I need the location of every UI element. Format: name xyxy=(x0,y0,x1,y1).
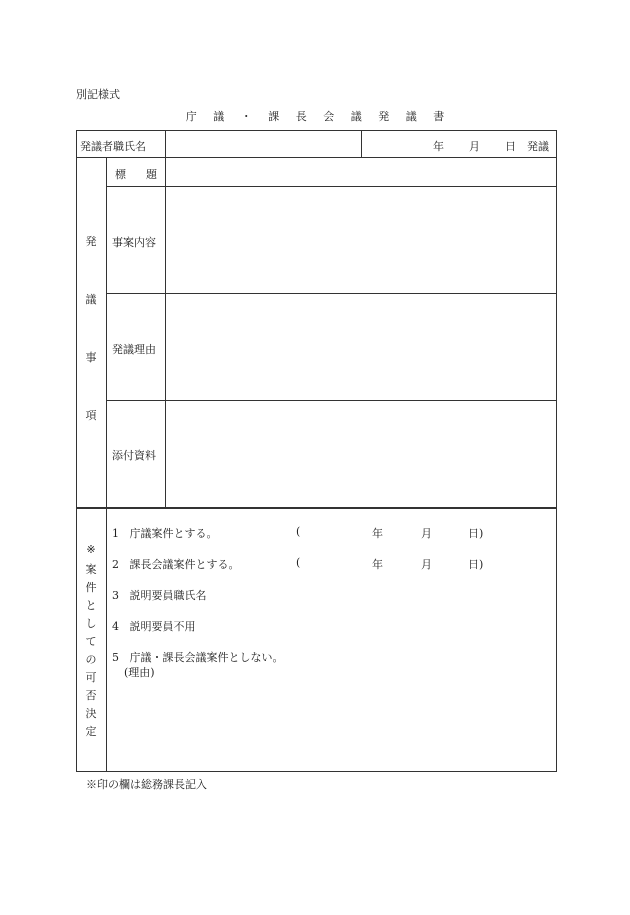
attachments-field[interactable] xyxy=(166,401,556,506)
option-text: 庁議・課長会議案件としない。 xyxy=(129,651,284,664)
option-number: 5 xyxy=(112,651,119,664)
side-char: 事 xyxy=(85,351,97,364)
option-1[interactable] xyxy=(112,525,218,541)
content-field[interactable] xyxy=(166,187,556,292)
col-divider xyxy=(106,507,107,772)
reason-label: 発議理由 xyxy=(112,343,156,356)
option-2-year: 年 xyxy=(372,558,383,571)
section-divider xyxy=(76,507,557,509)
title-char: 議 xyxy=(350,110,362,123)
side-char: し xyxy=(85,617,97,630)
option-1-paren: ( xyxy=(296,525,301,538)
side-char: と xyxy=(85,599,97,612)
option-number: 1 xyxy=(112,527,119,540)
title-char: 議 xyxy=(213,110,225,123)
col-divider xyxy=(361,130,362,157)
option-2-day: 日) xyxy=(468,558,484,571)
document-title xyxy=(0,108,630,124)
reason-note: (理由) xyxy=(124,666,155,679)
option-text: 説明要員不用 xyxy=(129,620,196,633)
side-char: ※ xyxy=(86,543,96,556)
content-label: 事案内容 xyxy=(112,236,156,249)
title-field[interactable] xyxy=(166,158,556,185)
side-char: 案 xyxy=(85,563,97,576)
option-4[interactable] xyxy=(112,618,196,634)
side-char: 可 xyxy=(85,671,97,684)
attachments-label: 添付資料 xyxy=(112,449,156,462)
col-divider xyxy=(106,157,107,507)
form-label: 別記様式 xyxy=(76,88,120,101)
option-5[interactable] xyxy=(112,649,284,665)
side-char: 決 xyxy=(85,707,97,720)
option-2-paren: ( xyxy=(296,556,301,569)
title-char: ・ xyxy=(240,110,252,123)
date-month-label: 月 xyxy=(469,140,480,153)
side-char: 発 xyxy=(85,235,97,248)
option-number: 3 xyxy=(112,589,119,602)
option-text: 説明要員職氏名 xyxy=(129,589,207,602)
footnote: ※印の欄は総務課長記入 xyxy=(86,778,207,791)
option-1-month: 月 xyxy=(421,527,432,540)
option-text: 庁議案件とする。 xyxy=(129,527,218,540)
proposer-label: 発議者職氏名 xyxy=(80,140,146,153)
side-char: 議 xyxy=(85,293,97,306)
date-year-label: 年 xyxy=(433,140,444,153)
matters-side-label xyxy=(82,233,100,423)
option-1-year: 年 xyxy=(372,527,383,540)
title-char: 長 xyxy=(295,110,307,123)
title-char: 庁 xyxy=(185,110,197,123)
side-char: 項 xyxy=(85,409,97,422)
option-3[interactable] xyxy=(112,587,207,603)
option-number: 2 xyxy=(112,558,119,571)
proposer-name-field[interactable] xyxy=(166,131,360,156)
date-day-label: 日 xyxy=(505,140,516,153)
title-char: 会 xyxy=(323,110,335,123)
decision-side-label xyxy=(82,543,100,739)
title-char: 議 xyxy=(405,110,417,123)
option-2[interactable] xyxy=(112,556,240,572)
side-char: 件 xyxy=(85,581,97,594)
title-char: 課 xyxy=(268,110,280,123)
option-text: 課長会議案件とする。 xyxy=(129,558,240,571)
side-char: 否 xyxy=(85,689,97,702)
title-label-2: 題 xyxy=(146,168,157,181)
option-number: 4 xyxy=(112,620,119,633)
title-label-1: 標 xyxy=(115,168,126,181)
option-1-day: 日) xyxy=(468,527,484,540)
date-suffix-label: 発議 xyxy=(527,140,549,153)
reason-field[interactable] xyxy=(166,294,556,399)
side-char: 定 xyxy=(85,725,97,738)
side-char: の xyxy=(85,653,97,666)
title-char: 書 xyxy=(433,110,445,123)
option-2-month: 月 xyxy=(421,558,432,571)
title-char: 発 xyxy=(378,110,390,123)
side-char: て xyxy=(85,635,97,648)
